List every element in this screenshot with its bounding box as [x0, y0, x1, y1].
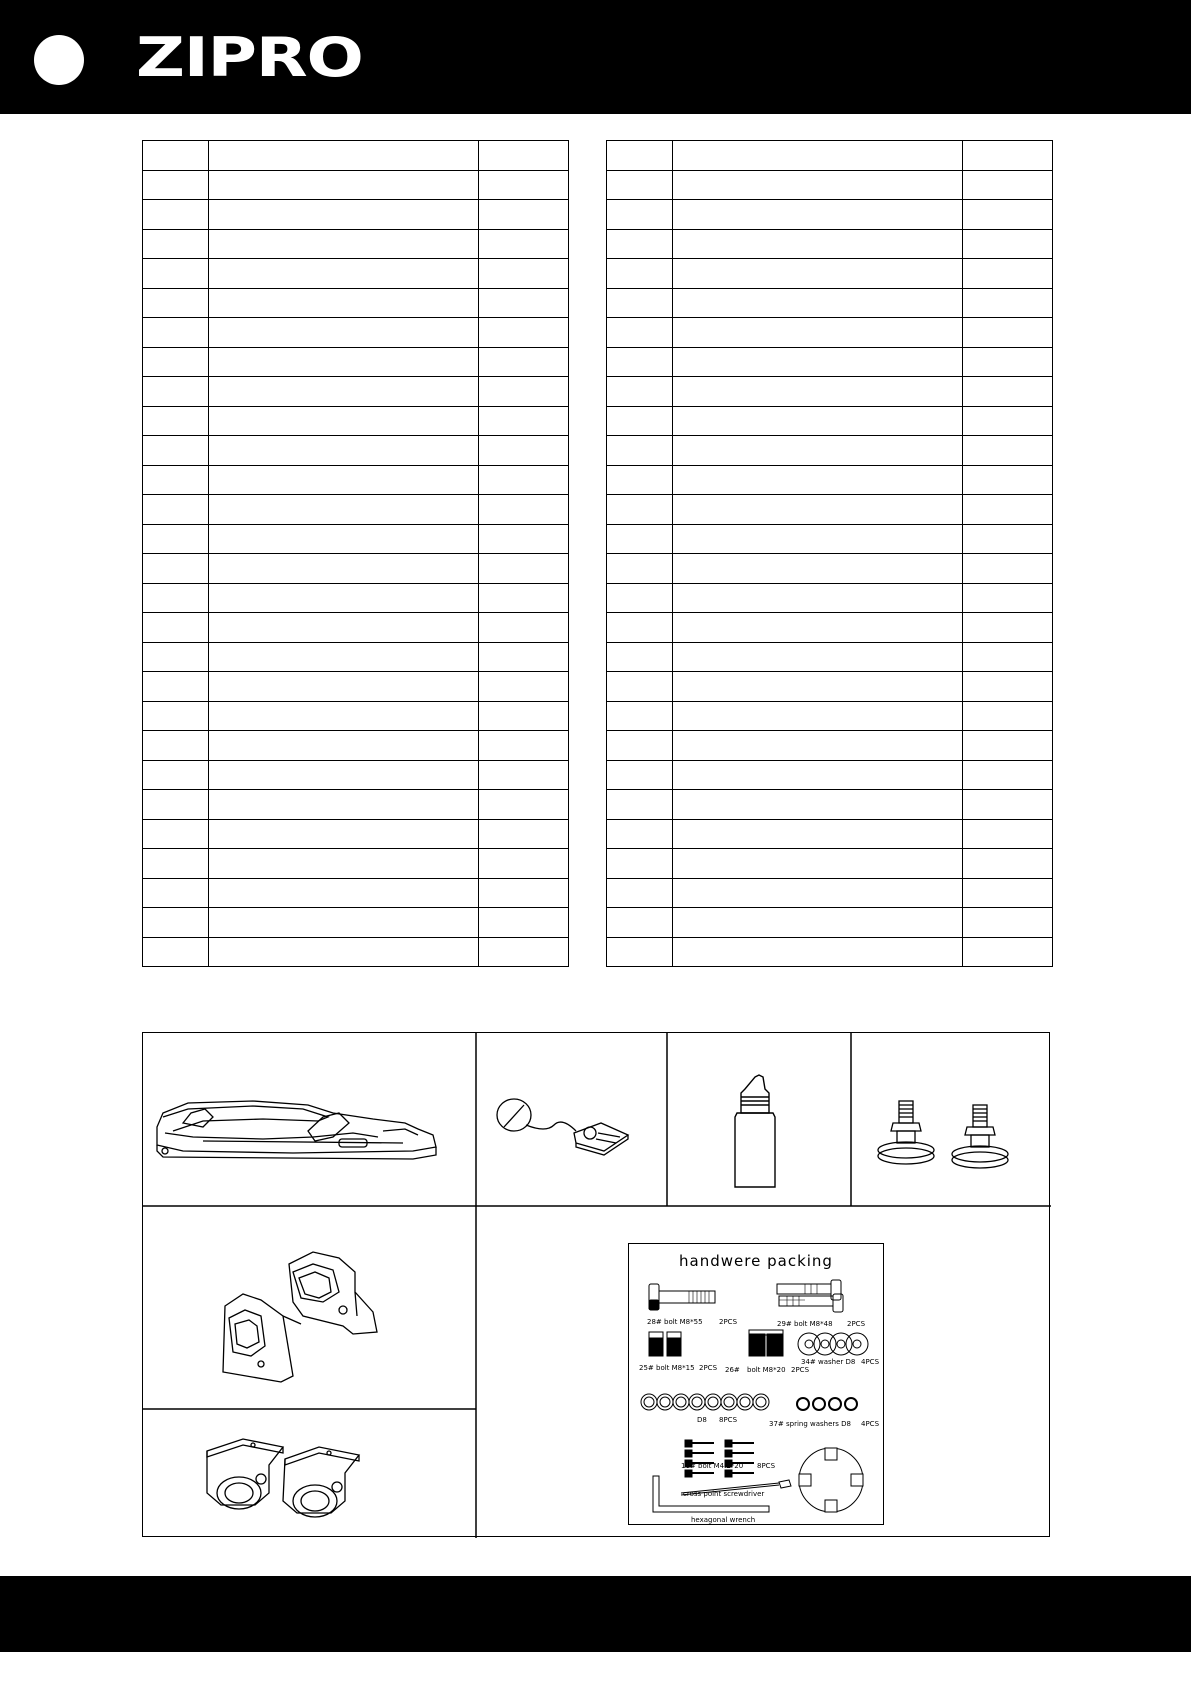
parts-right-cell-quantity [963, 495, 1053, 525]
bolt28-label: 28# bolt M8*55 [647, 1318, 703, 1326]
parts-right-row [607, 849, 1053, 879]
parts-right-row [607, 760, 1053, 790]
parts-left-cell-description [209, 554, 479, 584]
parts-right-cell-number [607, 613, 673, 643]
parts-right-cell-description [673, 642, 963, 672]
parts-left-cell-number [143, 554, 209, 584]
parts-right-cell-description [673, 495, 963, 525]
package-contents-panel [142, 1032, 1050, 1537]
parts-right-cell-quantity [963, 642, 1053, 672]
parts-right-row [607, 878, 1053, 908]
parts-right-row [607, 436, 1053, 466]
parts-left-cell-quantity [479, 377, 569, 407]
parts-right-cell-quantity [963, 878, 1053, 908]
parts-right-cell-description [673, 790, 963, 820]
parts-left-cell-number [143, 849, 209, 879]
hardware-packing-box [628, 1243, 884, 1525]
parts-right-cell-number [607, 436, 673, 466]
parts-right-row [607, 229, 1053, 259]
parts-right-row [607, 318, 1053, 348]
hardware-title: handwere packing [679, 1252, 833, 1270]
parts-left-row [143, 495, 569, 525]
parts-left-row [143, 377, 569, 407]
wrench-label: hexagonal wrench [691, 1516, 756, 1524]
parts-right-cell-description [673, 937, 963, 967]
bolt26-number: 26# [725, 1366, 740, 1374]
parts-right-row [607, 495, 1053, 525]
bolt28-qty: 2PCS [719, 1318, 738, 1326]
parts-left-cell-description [209, 229, 479, 259]
bolt16-label: 16# bolt M4.2*20 [681, 1462, 744, 1470]
parts-left-cell-description [209, 259, 479, 289]
parts-left-cell-number [143, 141, 209, 171]
parts-left-cell-description [209, 495, 479, 525]
parts-left-cell-quantity [479, 318, 569, 348]
parts-right-cell-number [607, 937, 673, 967]
parts-left-row [143, 908, 569, 938]
parts-right-cell-description [673, 436, 963, 466]
spring37-label: 37# spring washers D8 [769, 1420, 852, 1428]
parts-right-row [607, 259, 1053, 289]
parts-right-cell-quantity [963, 554, 1053, 584]
parts-left-cell-quantity [479, 908, 569, 938]
parts-right-cell-number [607, 701, 673, 731]
parts-right-row [607, 524, 1053, 554]
parts-right-cell-quantity [963, 465, 1053, 495]
parts-left-cell-number [143, 465, 209, 495]
parts-left-cell-description [209, 583, 479, 613]
parts-left-row [143, 554, 569, 584]
parts-left-cell-quantity [479, 347, 569, 377]
parts-left-row [143, 731, 569, 761]
parts-right-row [607, 613, 1053, 643]
parts-right-cell-description [673, 465, 963, 495]
parts-left-cell-number [143, 406, 209, 436]
parts-right-cell-number [607, 259, 673, 289]
parts-left-cell-description [209, 524, 479, 554]
parts-right-cell-quantity [963, 672, 1053, 702]
parts-right-cell-quantity [963, 908, 1053, 938]
parts-right-cell-description [673, 878, 963, 908]
parts-right-cell-number [607, 878, 673, 908]
parts-right-row [607, 937, 1053, 967]
parts-left-row [143, 937, 569, 967]
parts-left-cell-description [209, 141, 479, 171]
parts-right-cell-description [673, 318, 963, 348]
parts-left-cell-number [143, 613, 209, 643]
parts-right-cell-description [673, 908, 963, 938]
parts-left-cell-number [143, 583, 209, 613]
parts-left-cell-quantity [479, 229, 569, 259]
parts-right-cell-number [607, 141, 673, 171]
parts-right-cell-number [607, 377, 673, 407]
parts-left-cell-number [143, 495, 209, 525]
bolt29-qty: 2PCS [847, 1320, 866, 1328]
parts-right-cell-number [607, 524, 673, 554]
parts-right-cell-quantity [963, 170, 1053, 200]
parts-right-cell-description [673, 406, 963, 436]
parts-left-cell-number [143, 701, 209, 731]
parts-left-cell-description [209, 908, 479, 938]
parts-right-row [607, 790, 1053, 820]
parts-left-cell-description [209, 819, 479, 849]
washer-d8-qty: 8PCS [719, 1416, 738, 1424]
parts-right-cell-number [607, 347, 673, 377]
parts-left-cell-number [143, 200, 209, 230]
parts-left-cell-number [143, 259, 209, 289]
parts-left-cell-number [143, 731, 209, 761]
parts-right-cell-quantity [963, 406, 1053, 436]
parts-right-cell-description [673, 377, 963, 407]
parts-right-cell-quantity [963, 731, 1053, 761]
parts-left-cell-description [209, 849, 479, 879]
parts-right-cell-description [673, 288, 963, 318]
parts-left-row [143, 701, 569, 731]
parts-right-cell-description [673, 672, 963, 702]
parts-right-cell-quantity [963, 613, 1053, 643]
parts-left-cell-description [209, 436, 479, 466]
parts-left-cell-number [143, 790, 209, 820]
parts-right-cell-number [607, 908, 673, 938]
parts-left-cell-description [209, 318, 479, 348]
parts-left-cell-number [143, 377, 209, 407]
parts-right-cell-description [673, 170, 963, 200]
parts-right-cell-quantity [963, 760, 1053, 790]
parts-left-cell-quantity [479, 554, 569, 584]
bolt26-label: bolt M8*20 [747, 1366, 786, 1374]
header-bar [0, 0, 1191, 114]
parts-right-row [607, 642, 1053, 672]
parts-left-cell-description [209, 347, 479, 377]
parts-right-cell-quantity [963, 259, 1053, 289]
treadmill-icon [143, 1033, 476, 1206]
parts-left-row [143, 170, 569, 200]
parts-right-cell-description [673, 613, 963, 643]
leveling-feet-icon [851, 1033, 1051, 1206]
parts-left-cell-description [209, 613, 479, 643]
washer34-qty: 4PCS [861, 1358, 880, 1366]
parts-left-cell-description [209, 465, 479, 495]
caster-wheels-icon [143, 1409, 476, 1538]
parts-right-row [607, 170, 1053, 200]
parts-right-row [607, 465, 1053, 495]
parts-left-cell-description [209, 790, 479, 820]
parts-right-cell-number [607, 672, 673, 702]
parts-left-cell-quantity [479, 613, 569, 643]
parts-left-cell-number [143, 878, 209, 908]
parts-left-row [143, 524, 569, 554]
parts-right-cell-description [673, 554, 963, 584]
parts-left-row [143, 347, 569, 377]
parts-right-cell-quantity [963, 819, 1053, 849]
bolt25-qty: 2PCS [699, 1364, 718, 1372]
parts-left-cell-quantity [479, 672, 569, 702]
parts-right-cell-quantity [963, 701, 1053, 731]
parts-right-cell-quantity [963, 524, 1053, 554]
parts-right-row [607, 406, 1053, 436]
parts-left-row [143, 849, 569, 879]
parts-left-row [143, 200, 569, 230]
parts-right-cell-number [607, 760, 673, 790]
parts-left-cell-quantity [479, 642, 569, 672]
parts-right-cell-number [607, 731, 673, 761]
parts-right-cell-description [673, 200, 963, 230]
parts-right-cell-number [607, 642, 673, 672]
parts-right-cell-quantity [963, 347, 1053, 377]
parts-left-cell-number [143, 819, 209, 849]
parts-right-cell-number [607, 288, 673, 318]
parts-right-cell-number [607, 495, 673, 525]
parts-right-cell-description [673, 760, 963, 790]
parts-right-cell-quantity [963, 200, 1053, 230]
parts-left-cell-number [143, 760, 209, 790]
spring37-qty: 4PCS [861, 1420, 880, 1428]
parts-left-row [143, 583, 569, 613]
parts-right-cell-description [673, 731, 963, 761]
bolt29-label: 29# bolt M8*48 [777, 1320, 833, 1328]
parts-left-cell-quantity [479, 141, 569, 171]
hardware-drawing [629, 1244, 885, 1526]
parts-left-cell-description [209, 406, 479, 436]
footer-bar [0, 1576, 1191, 1652]
parts-left-cell-description [209, 731, 479, 761]
parts-left-cell-quantity [479, 731, 569, 761]
parts-right-row [607, 583, 1053, 613]
parts-right-row [607, 200, 1053, 230]
parts-left-row [143, 259, 569, 289]
parts-right-cell-description [673, 259, 963, 289]
parts-right-cell-number [607, 849, 673, 879]
washer-d8-label: D8 [697, 1416, 707, 1424]
parts-right-row [607, 288, 1053, 318]
parts-left-cell-number [143, 642, 209, 672]
parts-right-cell-description [673, 701, 963, 731]
parts-left-row [143, 790, 569, 820]
parts-left-cell-description [209, 760, 479, 790]
brand-dot-icon [34, 35, 84, 85]
parts-right-cell-quantity [963, 790, 1053, 820]
parts-right-cell-number [607, 819, 673, 849]
parts-left-cell-quantity [479, 583, 569, 613]
parts-left-cell-number [143, 170, 209, 200]
parts-left-cell-quantity [479, 495, 569, 525]
parts-left-cell-quantity [479, 288, 569, 318]
parts-left-cell-description [209, 288, 479, 318]
parts-right-cell-number [607, 583, 673, 613]
parts-right-cell-description [673, 141, 963, 171]
parts-right-row [607, 731, 1053, 761]
brand-logo: ZIPRO [136, 26, 363, 89]
parts-left-cell-description [209, 170, 479, 200]
bolt25-label: 25# bolt M8*15 [639, 1364, 695, 1372]
parts-right-cell-description [673, 819, 963, 849]
parts-right-cell-number [607, 200, 673, 230]
parts-left-row [143, 318, 569, 348]
side-covers-icon [143, 1206, 476, 1409]
parts-left-cell-number [143, 908, 209, 938]
parts-right-row [607, 347, 1053, 377]
parts-table-right [606, 140, 1053, 967]
parts-right-cell-quantity [963, 141, 1053, 171]
parts-left-row [143, 288, 569, 318]
bolt16-qty: 8PCS [757, 1462, 776, 1470]
parts-right-cell-quantity [963, 288, 1053, 318]
parts-left-cell-description [209, 200, 479, 230]
parts-right-cell-description [673, 524, 963, 554]
parts-right-cell-description [673, 849, 963, 879]
parts-right-cell-quantity [963, 229, 1053, 259]
parts-left-row [143, 878, 569, 908]
parts-left-row [143, 642, 569, 672]
parts-left-cell-number [143, 288, 209, 318]
parts-left-cell-number [143, 436, 209, 466]
parts-left-cell-quantity [479, 819, 569, 849]
parts-right-cell-number [607, 170, 673, 200]
parts-left-row [143, 672, 569, 702]
parts-left-row [143, 465, 569, 495]
parts-right-cell-number [607, 465, 673, 495]
parts-left-cell-description [209, 672, 479, 702]
parts-right-cell-description [673, 229, 963, 259]
parts-right-row [607, 701, 1053, 731]
parts-left-cell-number [143, 524, 209, 554]
parts-left-cell-quantity [479, 790, 569, 820]
parts-right-cell-description [673, 347, 963, 377]
safety-key-icon [476, 1033, 667, 1206]
parts-right-row [607, 554, 1053, 584]
parts-left-cell-quantity [479, 259, 569, 289]
bolt26-qty: 2PCS [791, 1366, 810, 1374]
parts-left-cell-quantity [479, 878, 569, 908]
parts-left-cell-number [143, 347, 209, 377]
parts-left-row [143, 760, 569, 790]
parts-left-row [143, 436, 569, 466]
parts-left-cell-quantity [479, 436, 569, 466]
parts-left-cell-number [143, 937, 209, 967]
parts-right-row [607, 141, 1053, 171]
parts-left-row [143, 613, 569, 643]
screwdriver-label: cross point screwdriver [683, 1490, 765, 1498]
parts-left-cell-quantity [479, 937, 569, 967]
parts-left-cell-description [209, 701, 479, 731]
parts-table-left [142, 140, 569, 967]
parts-left-row [143, 229, 569, 259]
parts-left-cell-number [143, 318, 209, 348]
parts-right-cell-quantity [963, 318, 1053, 348]
parts-left-row [143, 141, 569, 171]
parts-right-cell-number [607, 406, 673, 436]
parts-right-row [607, 672, 1053, 702]
washer34-label: 34# washer D8 [801, 1358, 856, 1366]
parts-left-row [143, 406, 569, 436]
parts-left-cell-quantity [479, 524, 569, 554]
parts-left-cell-quantity [479, 200, 569, 230]
parts-right-cell-quantity [963, 583, 1053, 613]
parts-left-cell-quantity [479, 170, 569, 200]
parts-left-cell-description [209, 642, 479, 672]
parts-left-row [143, 819, 569, 849]
parts-right-cell-description [673, 583, 963, 613]
parts-left-cell-quantity [479, 701, 569, 731]
parts-right-row [607, 377, 1053, 407]
parts-left-cell-description [209, 937, 479, 967]
parts-left-cell-description [209, 878, 479, 908]
lubricant-bottle-icon [667, 1033, 851, 1206]
parts-right-row [607, 908, 1053, 938]
parts-right-row [607, 819, 1053, 849]
parts-left-cell-number [143, 229, 209, 259]
parts-right-cell-quantity [963, 849, 1053, 879]
parts-left-cell-quantity [479, 465, 569, 495]
parts-right-cell-quantity [963, 937, 1053, 967]
parts-left-cell-number [143, 672, 209, 702]
parts-right-cell-number [607, 229, 673, 259]
parts-left-cell-quantity [479, 760, 569, 790]
parts-right-cell-quantity [963, 377, 1053, 407]
parts-right-cell-number [607, 554, 673, 584]
parts-right-cell-number [607, 318, 673, 348]
parts-left-cell-quantity [479, 406, 569, 436]
parts-left-cell-quantity [479, 849, 569, 879]
parts-left-cell-description [209, 377, 479, 407]
parts-right-cell-quantity [963, 436, 1053, 466]
parts-right-cell-number [607, 790, 673, 820]
